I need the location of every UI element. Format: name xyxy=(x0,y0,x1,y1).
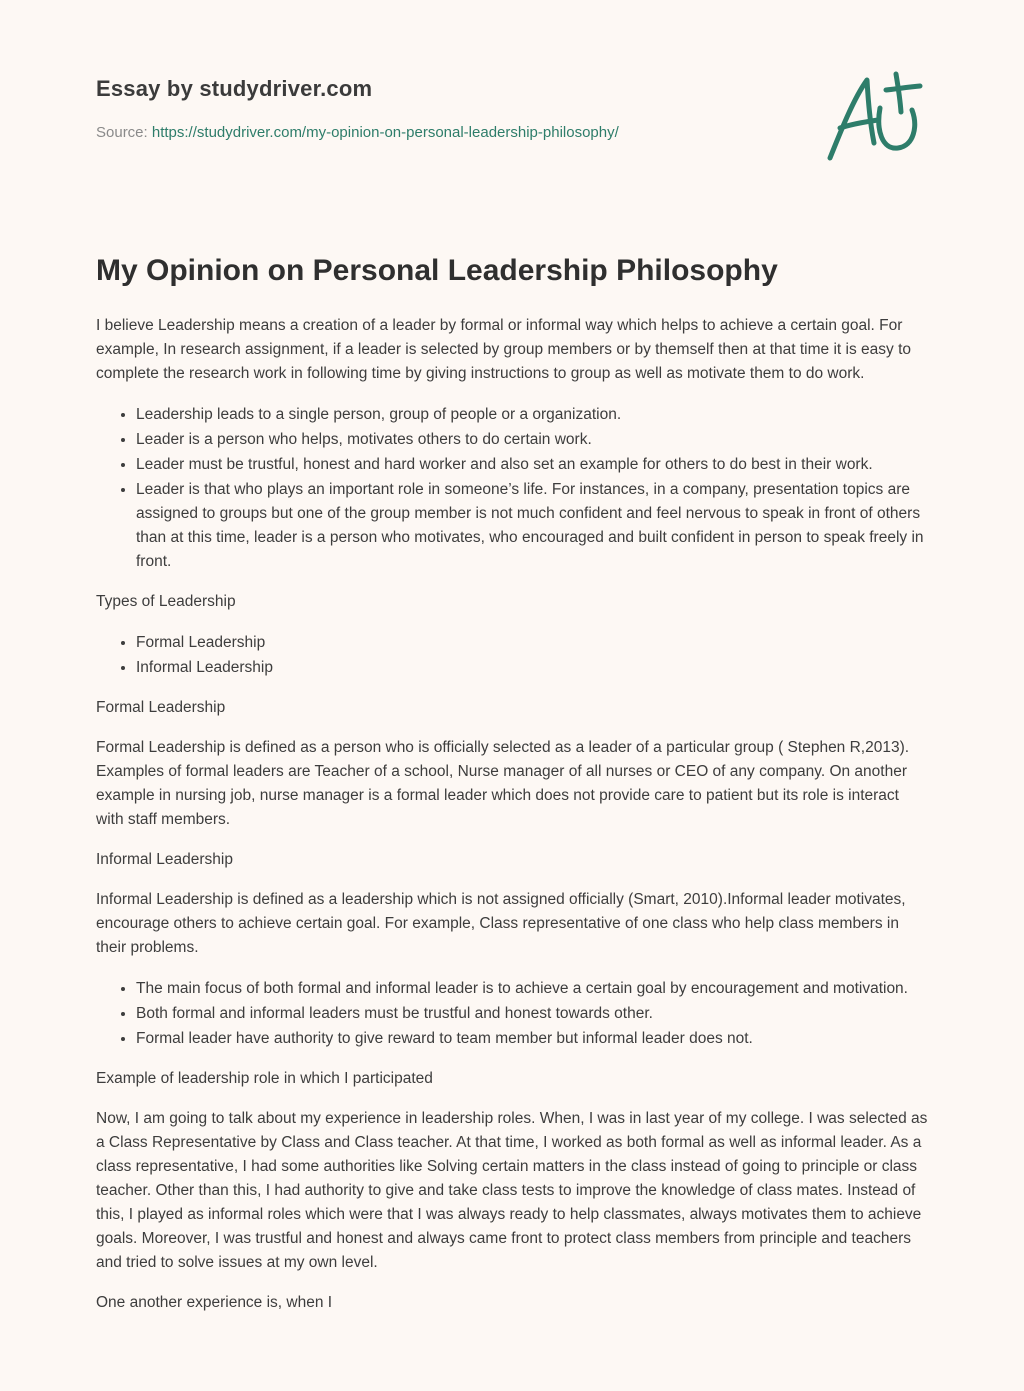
leader-traits-list xyxy=(96,402,930,574)
formal-heading: Formal Leadership xyxy=(96,699,226,716)
informal-heading: Informal Leadership xyxy=(96,851,233,868)
essay-body xyxy=(96,314,930,1331)
example-paragraph: Now, I am going to talk about my experience in leadership roles. When, I was in last year of my college. I was selected as a Class Representative by Class and Class teacher. At that time, I worked as both formal as well as informal leader. As a class representative, I had some authorities like Solving certain matters in the class instead of going to principle or class teacher. Other than this, I had authority to give and take class tests to improve the knowledge of class mates. Instead of this, I played as informal roles which were that I was always ready to help classmates, always motivates them to achieve goals. Moreover, I was trustful and honest and always came front to protect class members from principle and teachers and tried to solve issues at my own level. xyxy=(96,1110,928,1271)
source-link[interactable]: https://studydriver.com/my-opinion-on-personal-leadership-philosophy/ xyxy=(151,124,619,141)
list-item: • Leader is that who plays an important role in someone’s life. For instances, in a company, presentation topics are assigned to groups but one of the group member is not much confident and feel nervous to speak in front of others than at this time, leader is a person who motivates, who encouraged and built confident in person to speak freely in front. xyxy=(136,477,930,574)
example-heading: Example of leadership role in which I participated xyxy=(96,1070,433,1087)
types-heading: Types of Leadership xyxy=(96,593,236,610)
list-item: • Formal Leadership xyxy=(136,630,930,655)
informal-paragraph: Informal Leadership is defined as a leadership which is not assigned officially (Smart, 2010).Informal leader motivates, encourage others to achieve certain goal. For example, Class representative of one class who help class members in their problems. xyxy=(96,891,906,956)
list-item: • Formal leader have authority to give reward to team member but informal leader does not. xyxy=(136,1026,930,1051)
site-title: Essay by studydriver.com xyxy=(96,76,373,101)
source-label: Source: xyxy=(96,124,148,141)
comparison-list xyxy=(96,976,930,1051)
a-plus-logo-icon xyxy=(822,68,932,168)
formal-paragraph: Formal Leadership is defined as a person who is officially selected as a leader of a particular group ( Stephen R,2013). Examples of formal leaders are Teacher of a school, Nurse manager of all nurses or CEO of any company. On another example in nursing job, nurse manager is a formal leader which does not provide care to patient but its role is interact with staff members. xyxy=(96,739,910,828)
types-list xyxy=(96,630,930,680)
list-item: • Informal Leadership xyxy=(136,655,930,680)
list-item: • The main focus of both formal and informal leader is to achieve a certain goal by encouragement and motivation. xyxy=(136,976,930,1001)
list-item: • Both formal and informal leaders must be trustful and honest towards other. xyxy=(136,1001,930,1026)
last-paragraph: One another experience is, when I xyxy=(96,1294,333,1311)
intro-paragraph: I believe Leadership means a creation of a leader by formal or informal way which helps to achieve a certain goal. For example, In research assignment, if a leader is selected by group members or by themself then at that time it is easy to complete the research work in following time by giving instructions to group as well as motivate them to do work. xyxy=(96,317,911,382)
essay-title: My Opinion on Personal Leadership Philosophy xyxy=(96,254,778,287)
list-item: • Leader is a person who helps, motivates others to do certain work. xyxy=(136,427,930,452)
list-item: • Leader must be trustful, honest and hard worker and also set an example for others to do best in their work. xyxy=(136,452,930,477)
list-item: • Leadership leads to a single person, group of people or a organization. xyxy=(136,402,930,427)
source-line xyxy=(96,124,619,141)
